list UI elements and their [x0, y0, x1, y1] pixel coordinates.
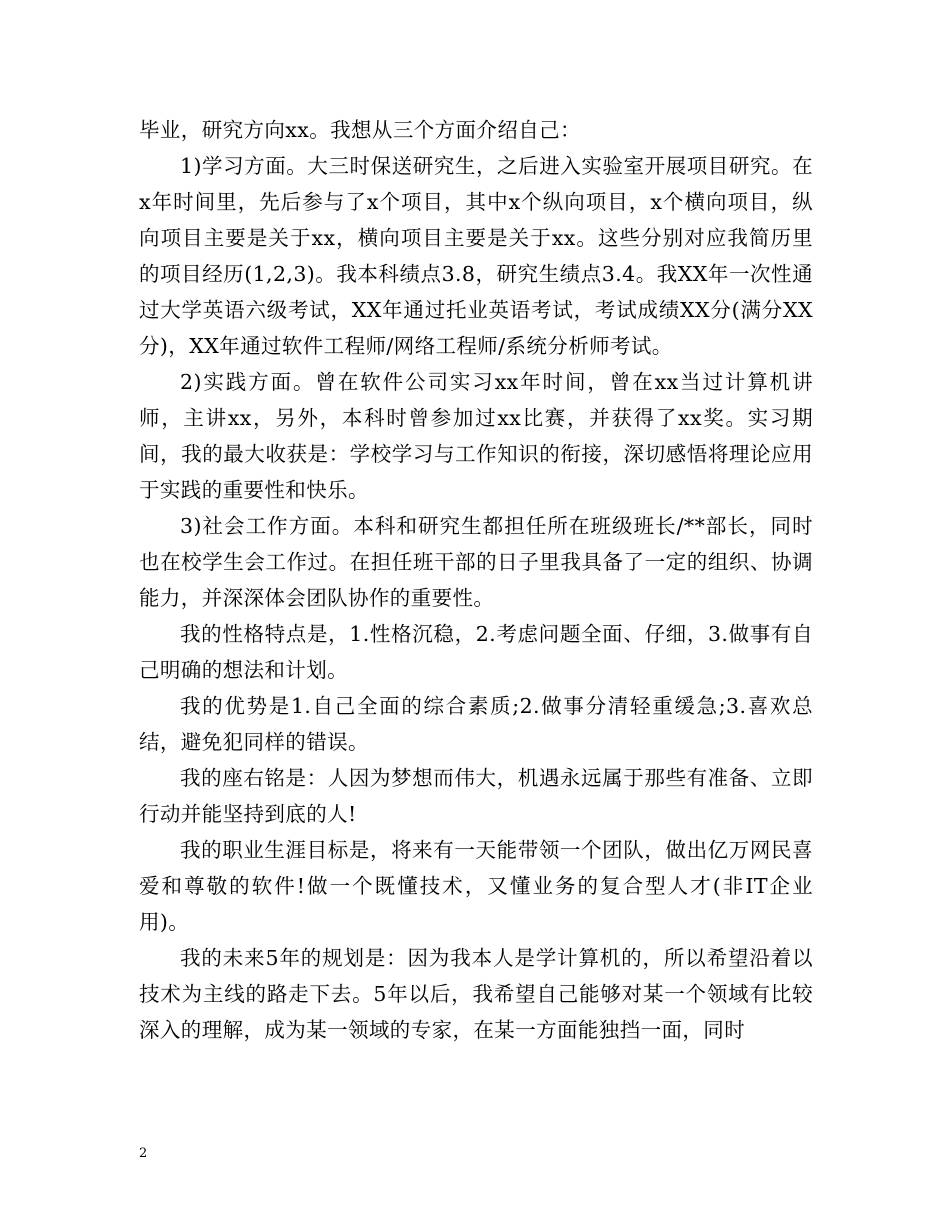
paragraph-five-year-plan: 我的未来5年的规划是：因为我本人是学计算机的，所以希望沿着以技术为主线的路走下去。5年以后，我希望自己能够对某一个领域有比较深入的理解，成为某一领域的专家，在某一方面能独挡一面，同时: [139, 946, 813, 1042]
document-body: [139, 112, 813, 1048]
paragraph-career-goal: 我的职业生涯目标是，将来有一天能带领一个团队，做出亿万网民喜爱和尊敬的软件!做一个既懂技术，又懂业务的复合型人才(非IT企业用)。: [139, 838, 813, 934]
paragraph-motto: 我的座右铭是：人因为梦想而伟大，机遇永远属于那些有准备、立即行动并能坚持到底的人!: [139, 766, 813, 826]
paragraph-intro-continuation: 毕业，研究方向xx。我想从三个方面介绍自己：: [139, 118, 581, 142]
paragraph-study: 1)学习方面。大三时保送研究生，之后进入实验室开展项目研究。在x年时间里，先后参与了x个项目，其中x个纵向项目，x个横向项目，纵向项目主要是关于xx，横向项目主要是关于xx。这些分别对应我简历里的项目经历(1,2,3)。我本科绩点3.8，研究生绩点3.4。我XX年一次性通过大学英语六级考试，XX年通过托业英语考试，考试成绩XX分(满分XX分)，XX年通过软件工程师/网络工程师/系统分析师考试。: [139, 154, 813, 358]
paragraph-strengths: 我的优势是1.自己全面的综合素质;2.做事分清轻重缓急;3.喜欢总结，避免犯同样的错误。: [139, 694, 813, 754]
page-number: 2: [139, 1146, 148, 1161]
paragraph-social-work: 3)社会工作方面。本科和研究生都担任所在班级班长/**部长，同时也在校学生会工作过。在担任班干部的日子里我具备了一定的组织、协调能力，并深深体会团队协作的重要性。: [139, 514, 813, 610]
paragraph-practice: 2)实践方面。曾在软件公司实习xx年时间，曾在xx当过计算机讲师，主讲xx，另外，本科时曾参加过xx比赛，并获得了xx奖。实习期间，我的最大收获是：学校学习与工作知识的衔接，深切感悟将理论应用于实践的重要性和快乐。: [139, 370, 813, 502]
paragraph-personality: 我的性格特点是，1.性格沉稳，2.考虑问题全面、仔细，3.做事有自己明确的想法和计划。: [139, 622, 813, 682]
